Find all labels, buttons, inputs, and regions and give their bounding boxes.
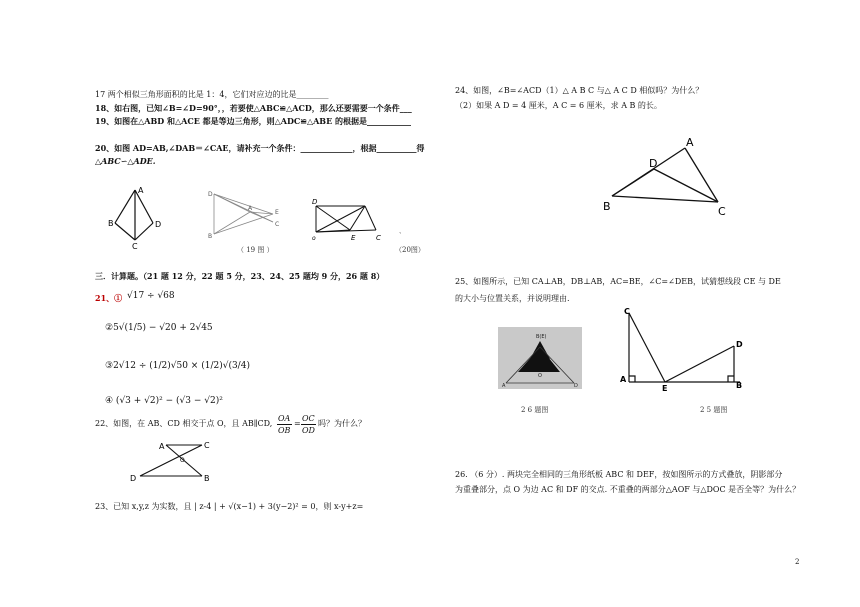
- svg-text:B(E): B(E): [536, 334, 547, 340]
- q22-frac2-bar: [301, 424, 316, 425]
- svg-text:O: O: [180, 457, 185, 464]
- figure-q24: [600, 138, 750, 218]
- question-26-line1: 26. （6 分）. 两块完全相同的三角形纸板 ABC 和 DEF，按如图所示的方式叠放，阴影部分: [455, 470, 783, 479]
- figure-25-caption: 2 5 题图: [700, 406, 728, 414]
- figure-19-caption: （ 19 图 ）: [237, 246, 274, 254]
- question-21-label: 21、①: [95, 293, 123, 303]
- section-3-heading: 三．计算题。（21 题 12 分，22 题 5 分，23、24、25 题均 9 分，26 题 8）: [95, 271, 385, 281]
- svg-text:B: B: [108, 219, 114, 228]
- q22-frac2-den: OD: [302, 426, 315, 435]
- svg-text:D: D: [208, 191, 213, 198]
- svg-text:C: C: [718, 205, 726, 218]
- figure-20-caption: （20图）: [395, 246, 425, 254]
- question-25-line2: 的大小与位置关系，并说明理由.: [455, 294, 570, 303]
- question-23: 23、已知 x,y,z 为实数，且 | z-4 | + √(x−1) + 3(y−2)² = 0，则 x-y+z=: [95, 502, 364, 511]
- question-17: 17 两个相似三角形面积的比是 1：4，它们对应边的比是________: [95, 90, 329, 99]
- svg-text:C: C: [132, 242, 138, 251]
- svg-text:C: C: [275, 221, 280, 228]
- svg-text:E: E: [275, 209, 279, 216]
- question-21-expr1: √17 ÷ √68: [127, 291, 175, 301]
- svg-text:D: D: [130, 474, 137, 483]
- svg-text:C: C: [376, 234, 381, 242]
- svg-text:o: o: [312, 235, 316, 242]
- svg-text:O: O: [538, 373, 542, 379]
- question-18: 18、如右图，已知∠B=∠D=90°，，若要使△ABC≌△ACD，那么还要需要一个条件___: [95, 103, 412, 113]
- svg-text:B: B: [204, 474, 210, 483]
- question-24-line1: 24、如图，∠B=∠ACD（1）△ A B C 与△ A C D 相似吗？为什么？: [455, 86, 704, 95]
- figure-26-caption: 2 6 题图: [521, 406, 549, 414]
- question-26-line2: 为重叠部分，点 O 为边 AC 和 DF 的交点. 不重叠的两部分△AOF 与△DOC 是否全等？为什么？: [455, 485, 801, 494]
- q22-frac1-bar: [277, 424, 292, 425]
- figure-20-tick-mark: 、: [399, 228, 406, 235]
- svg-text:D: D: [312, 198, 318, 206]
- question-20-line1: 20、如图 AD=AB,∠DAB＝∠CAE，请补充一个条件：_____________，根据__________得: [95, 143, 425, 153]
- figure-26-photo: [498, 327, 582, 389]
- svg-text:D: D: [649, 157, 658, 170]
- figure-q18-kite: [105, 185, 165, 255]
- question-25-line1: 25、如图所示，已知 CA⊥AB，DB⊥AB，AC=BE，∠C=∠DEB，试猜想线段 CE 与 DE: [455, 277, 781, 286]
- svg-text:A: A: [138, 186, 144, 195]
- figure-25: [620, 307, 745, 393]
- question-24-line2: （2）如果 A D = 4 厘米，A C = 6 厘米，求 A B 的长。: [455, 101, 662, 110]
- svg-text:B: B: [603, 200, 611, 213]
- svg-text:A: A: [686, 136, 694, 149]
- svg-text:B: B: [736, 381, 743, 390]
- svg-text:C: C: [624, 307, 630, 316]
- svg-text:A: A: [620, 375, 627, 384]
- svg-text:D: D: [155, 220, 162, 229]
- q22-equals: =: [294, 419, 301, 428]
- question-21-expr4: ④ (√3 + √2)² − (√3 − √2)²: [105, 396, 223, 406]
- svg-text:B: B: [208, 233, 213, 240]
- page-number: 2: [795, 558, 800, 566]
- svg-text:A: A: [159, 442, 165, 451]
- svg-text:D: D: [574, 383, 578, 389]
- question-22-prefix: 22、如图，在 AB、CD 相交于点 O，且 AB∥CD,: [95, 419, 273, 428]
- figure-q22: [128, 440, 208, 485]
- svg-text:A: A: [502, 383, 506, 389]
- question-21-expr2: ②5√(1/5) − √20 + 2√45: [105, 323, 213, 333]
- svg-text:E: E: [662, 384, 668, 393]
- figure-20: [310, 196, 395, 244]
- q22-frac1-num: OA: [278, 414, 291, 423]
- question-20-line2: △ABC∽△ADE.: [95, 156, 156, 166]
- q22-frac2-num: OC: [302, 414, 315, 423]
- question-22-suffix: 吗？为什么？: [318, 419, 366, 428]
- svg-text:A: A: [248, 205, 253, 212]
- figure-19: [208, 188, 288, 240]
- q22-frac1-den: OB: [278, 426, 291, 435]
- svg-text:E: E: [351, 234, 356, 242]
- question-21-expr3: ③2√12 ÷ (1/2)√50 × (1/2)√(3/4): [105, 361, 250, 371]
- question-19: 19、如图在△ABD 和△ACE 都是等边三角形，则△ADC≌△ABE 的根据是___________: [95, 116, 411, 126]
- svg-text:D: D: [736, 340, 743, 349]
- svg-text:C: C: [204, 441, 210, 450]
